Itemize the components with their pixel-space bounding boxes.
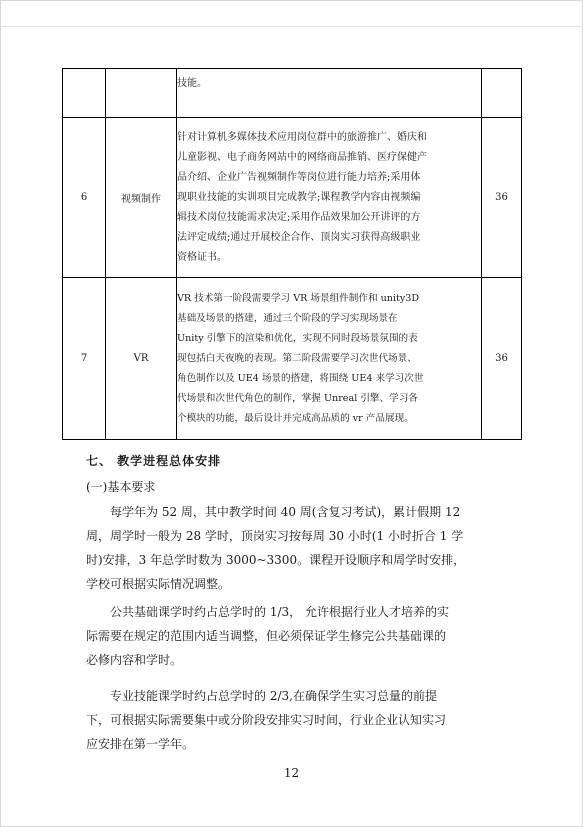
paragraph bbox=[86, 684, 516, 756]
course-description bbox=[177, 118, 482, 278]
description-line: 资格证书。 bbox=[177, 251, 227, 263]
section-title: 七、 教学进程总体安排 bbox=[86, 454, 222, 468]
description-line: 个模块的功能，最后设计并完成高品质的 vr 产品展现。 bbox=[177, 412, 414, 424]
section-subtitle: (一)基本要求 bbox=[86, 480, 156, 494]
paragraph-line: 专业技能课学时约占总学时的 2/3,在确保学生实习总量的前提 bbox=[110, 689, 437, 703]
description-line: 现职业技能的实训项目完成教学;课程教学内容由视频编 bbox=[177, 191, 421, 203]
description-line: 儿童影视、电子商务网站中的网络商品推销、医疗保健产 bbox=[177, 151, 427, 163]
course-description bbox=[177, 69, 482, 118]
paragraph-line: 必修内容和学时。 bbox=[86, 653, 183, 667]
course-number: 7 bbox=[63, 278, 106, 440]
paragraph-line: 学校可根据实际情况调整。 bbox=[86, 577, 231, 591]
description-line: 角色制作以及 UE4 场景的搭建，将围绕 UE4 来学习次世 bbox=[177, 372, 424, 384]
paragraph-line: 周，周学时一般为 28 学时，顶岗实习按每周 30 小时(1 小时折合 1 学 bbox=[86, 529, 464, 543]
paragraph-line: 公共基础课学时约占总学时的 1/3， 允许根据行业人才培养的实 bbox=[110, 605, 449, 619]
course-description bbox=[177, 278, 482, 440]
course-number: 6 bbox=[63, 118, 106, 278]
table-row bbox=[63, 69, 522, 118]
paragraph bbox=[86, 600, 516, 672]
description-line: 品介绍、企业广告视频制作等岗位进行能力培养;采用体 bbox=[177, 171, 421, 183]
paragraph-line: 每学年为 52 周，其中教学时间 40 周(含复习考试)，累计假期 12 bbox=[110, 505, 461, 519]
paragraph-line: 下，可根据实际需要集中或分阶段安排实习时间，行业企业认知实习 bbox=[86, 713, 447, 727]
table-row bbox=[63, 118, 522, 278]
description-line: VR 技术第一阶段需要学习 VR 场景组件制作和 unity3D bbox=[177, 292, 420, 304]
description-line: 技能。 bbox=[177, 78, 207, 89]
course-hours: 36 bbox=[482, 118, 522, 278]
page-number: 12 bbox=[283, 766, 300, 780]
course-table bbox=[62, 68, 522, 440]
course-name bbox=[106, 69, 177, 118]
description-line: 法评定成绩;通过开展校企合作、顶岗实习获得高级职业 bbox=[177, 231, 421, 243]
paragraph-line: 应安排在第一学年。 bbox=[86, 737, 195, 751]
paragraph bbox=[86, 500, 516, 596]
description-line: 针对计算机多媒体技术应用岗位群中的旅游推广、婚庆和 bbox=[177, 131, 427, 143]
paragraph-line: 际需要在规定的范围内适当调整，但必须保证学生修完公共基础课的 bbox=[86, 629, 447, 643]
top-rule bbox=[0, 26, 583, 27]
course-name: 视频制作 bbox=[106, 118, 177, 278]
course-hours bbox=[482, 69, 522, 118]
description-line: 基础及场景的搭建，通过三个阶段的学习实现场景在 bbox=[177, 312, 398, 324]
course-name: VR bbox=[106, 278, 177, 440]
paragraph-line: 时)安排，3 年总学时数为 3000~3300。课程开设顺序和周学时安排， bbox=[86, 553, 466, 567]
description-line: 辑技术岗位技能需求决定;采用作品效果加公开讲评的方 bbox=[177, 211, 421, 223]
table-row bbox=[63, 278, 522, 440]
description-line: 代场景和次世代角色的制作，掌握 Unreal 引擎、学习各 bbox=[177, 392, 418, 404]
description-line: 现包括白天夜晚的表现。第二阶段需要学习次世代场景、 bbox=[177, 352, 417, 364]
course-hours: 36 bbox=[482, 278, 522, 440]
description-line: Unity 引擎下的渲染和优化，实现不同时段场景氛围的表 bbox=[177, 332, 418, 344]
course-number bbox=[63, 69, 106, 118]
